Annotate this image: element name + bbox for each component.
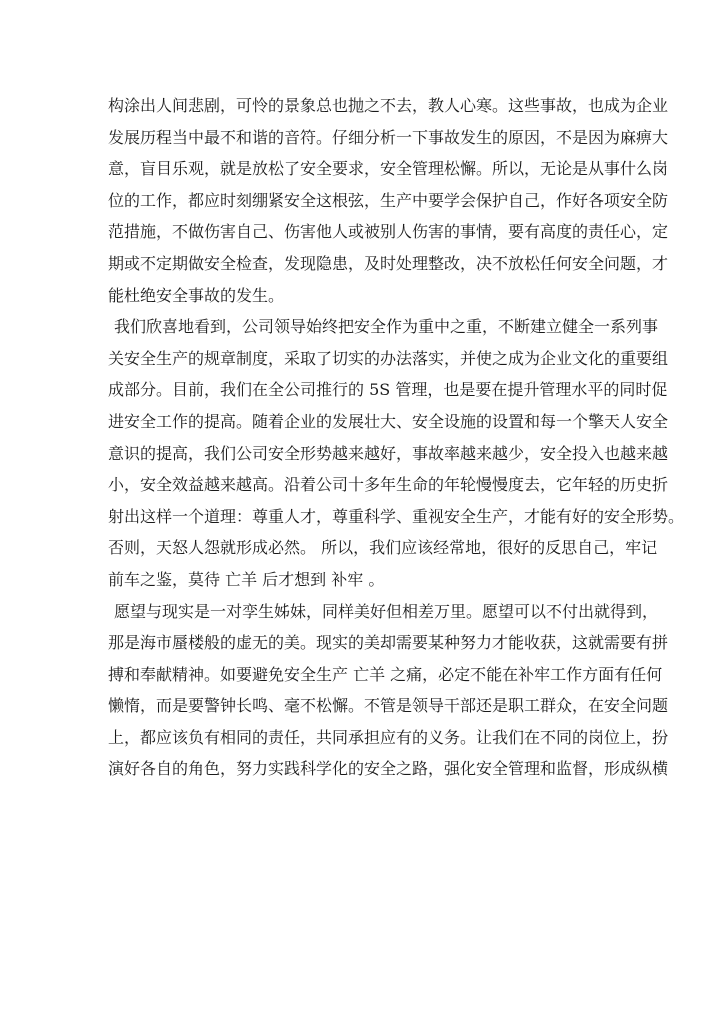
document-body [108,90,685,785]
text-line: 演好各自的角色，努力实践科学化的安全之路，强化安全管理和监督，形成纵横 [108,759,669,779]
text-line: 意识的提高，我们公司安全形势越来越好，事故率越来越少，安全投入也越来越 [108,443,669,463]
paragraph [108,90,669,311]
text-line: 愿望与现实是一对孪生姊妹，同样美好但相差万里。愿望可以不付出就得到， [114,601,659,621]
text-line: 范措施，不做伤害自己、伤害他人或被别人伤害的事情，要有高度的责任心，定 [108,222,669,242]
text-line: 射出这样一个道理：尊重人才，尊重科学、重视安全生产，才能有好的安全形势。 [108,506,685,526]
text-line: 懒惰，而是要警钟长鸣、毫不松懈。不管是领导干部还是职工群众，在安全问题 [108,696,669,716]
text-line: 前车之鉴，莫待 亡羊 后才想到 补牢 。 [108,569,385,589]
text-line: 能杜绝安全事故的发生。 [108,285,285,305]
paragraph [108,311,685,595]
text-line: 发展历程当中最不和谐的音符。仔细分析一下事故发生的原因，不是因为麻痹大 [108,127,669,147]
text-line: 搏和奉献精神。如要避免安全生产 亡羊 之痛，必定不能在补牢工作方面有任何 [108,664,663,684]
paragraph [108,596,669,786]
text-line: 成部分。目前，我们在全公司推行的 5S 管理，也是要在提升管理水平的同时促 [108,380,668,400]
text-line: 期或不定期做安全检查，发现隐患，及时处理整改，决不放松任何安全问题，才 [108,253,669,273]
text-line: 上，都应该负有相同的责任，共同承担应有的义务。让我们在不同的岗位上，扮 [108,727,669,747]
text-line: 否则，天怒人怨就形成必然。 所以，我们应该经常地，很好的反思自己，牢记 [108,538,658,558]
text-line: 构涂出人间悲剧，可怜的景象总也抛之不去，教人心寒。这些事故，也成为企业 [108,96,669,115]
text-line: 位的工作，都应时刻绷紧安全这根弦，生产中要学会保护自己，作好各项安全防 [108,190,669,210]
text-line: 进安全工作的提高。随着企业的发展壮大、安全设施的设置和每一个擎天人安全 [108,411,669,431]
text-line: 意，盲目乐观，就是放松了安全要求，安全管理松懈。所以，无论是从事什么岗 [108,159,669,179]
text-line: 那是海市蜃楼般的虚无的美。现实的美却需要某种努力才能收获，这就需要有拼 [108,633,669,653]
text-line: 小，安全效益越来越高。沿着公司十多年生命的年轮慢慢度去，它年轻的历史折 [108,475,669,495]
text-line: 关安全生产的规章制度，采取了切实的办法落实，并使之成为企业文化的重要组 [108,348,669,368]
text-line: 我们欣喜地看到，公司领导始终把安全作为重中之重，不断建立健全一系列事 [114,317,659,337]
